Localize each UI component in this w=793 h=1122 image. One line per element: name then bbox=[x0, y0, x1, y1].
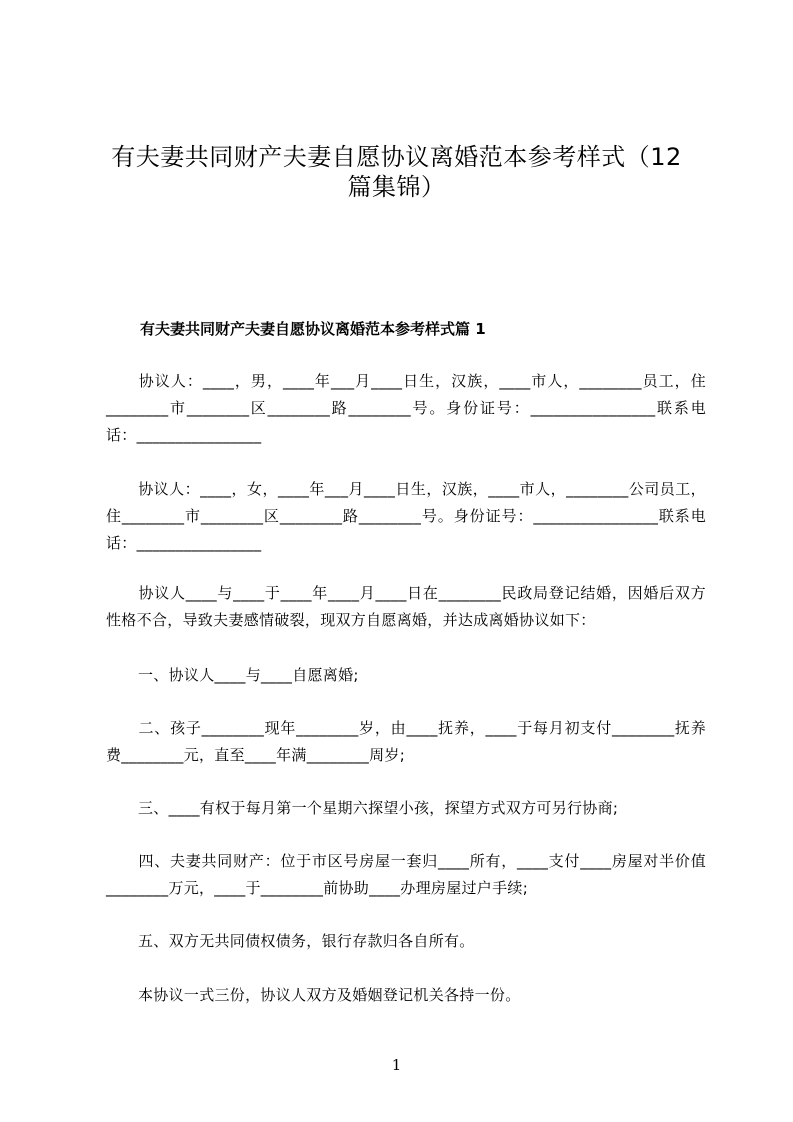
paragraph-text: 一、协议人____与____自愿离婚; bbox=[138, 666, 359, 684]
document-title: 有夫妻共同财产夫妻自愿协议离婚范本参考样式（12 篇集锦） bbox=[111, 143, 682, 201]
page-number: 1 bbox=[391, 1056, 402, 1074]
clause-5 bbox=[106, 928, 706, 955]
paragraph-text: 本协议一式三份，协议人双方及婚姻登记机关各持一份。 bbox=[138, 986, 521, 1004]
closing-paragraph bbox=[106, 982, 706, 1009]
clause-4 bbox=[106, 848, 706, 902]
paragraph-text: 协议人：____，男，____年___月____日生，汉族，____市人，________员工，住________市________区________路________号。身份证号：________________联系电话：________________ bbox=[106, 372, 706, 444]
paragraph-text: 二、孩子________现年________岁，由____抚养，____于每月初支付________抚养费________元，直至____年满________周岁; bbox=[106, 719, 706, 764]
section-title: 有夫妻共同财产夫妻自愿协议离婚范本参考样式篇 1 bbox=[140, 320, 486, 338]
clause-1 bbox=[106, 662, 706, 689]
paragraph-text: 协议人____与____于____年____月____日在________民政局登记结婚，因婚后双方性格不合，导致夫妻感情破裂，现双方自愿离婚，并达成离婚协议如下： bbox=[106, 584, 706, 629]
paragraph-party-male bbox=[106, 368, 706, 449]
paragraph-text: 五、双方无共同债权债务，银行存款归各自所有。 bbox=[138, 932, 475, 950]
paragraph-text: 四、夫妻共同财产：位于市区号房屋一套归____所有，____支付____房屋对半价值________万元，____于________前协助____办理房屋过户手续; bbox=[106, 852, 706, 897]
paragraph-party-female bbox=[106, 476, 706, 557]
paragraph-marriage-info bbox=[106, 580, 706, 634]
clause-3 bbox=[106, 795, 706, 822]
clause-2 bbox=[106, 715, 706, 769]
paragraph-text: 协议人：____，女，____年___月____日生，汉族，____市人，________公司员工，住________市________区________路________号。身份证号：________________联系电话：________________ bbox=[106, 480, 706, 552]
paragraph-text: 三、____有权于每月第一个星期六探望小孩，探望方式双方可另行协商; bbox=[138, 799, 619, 817]
